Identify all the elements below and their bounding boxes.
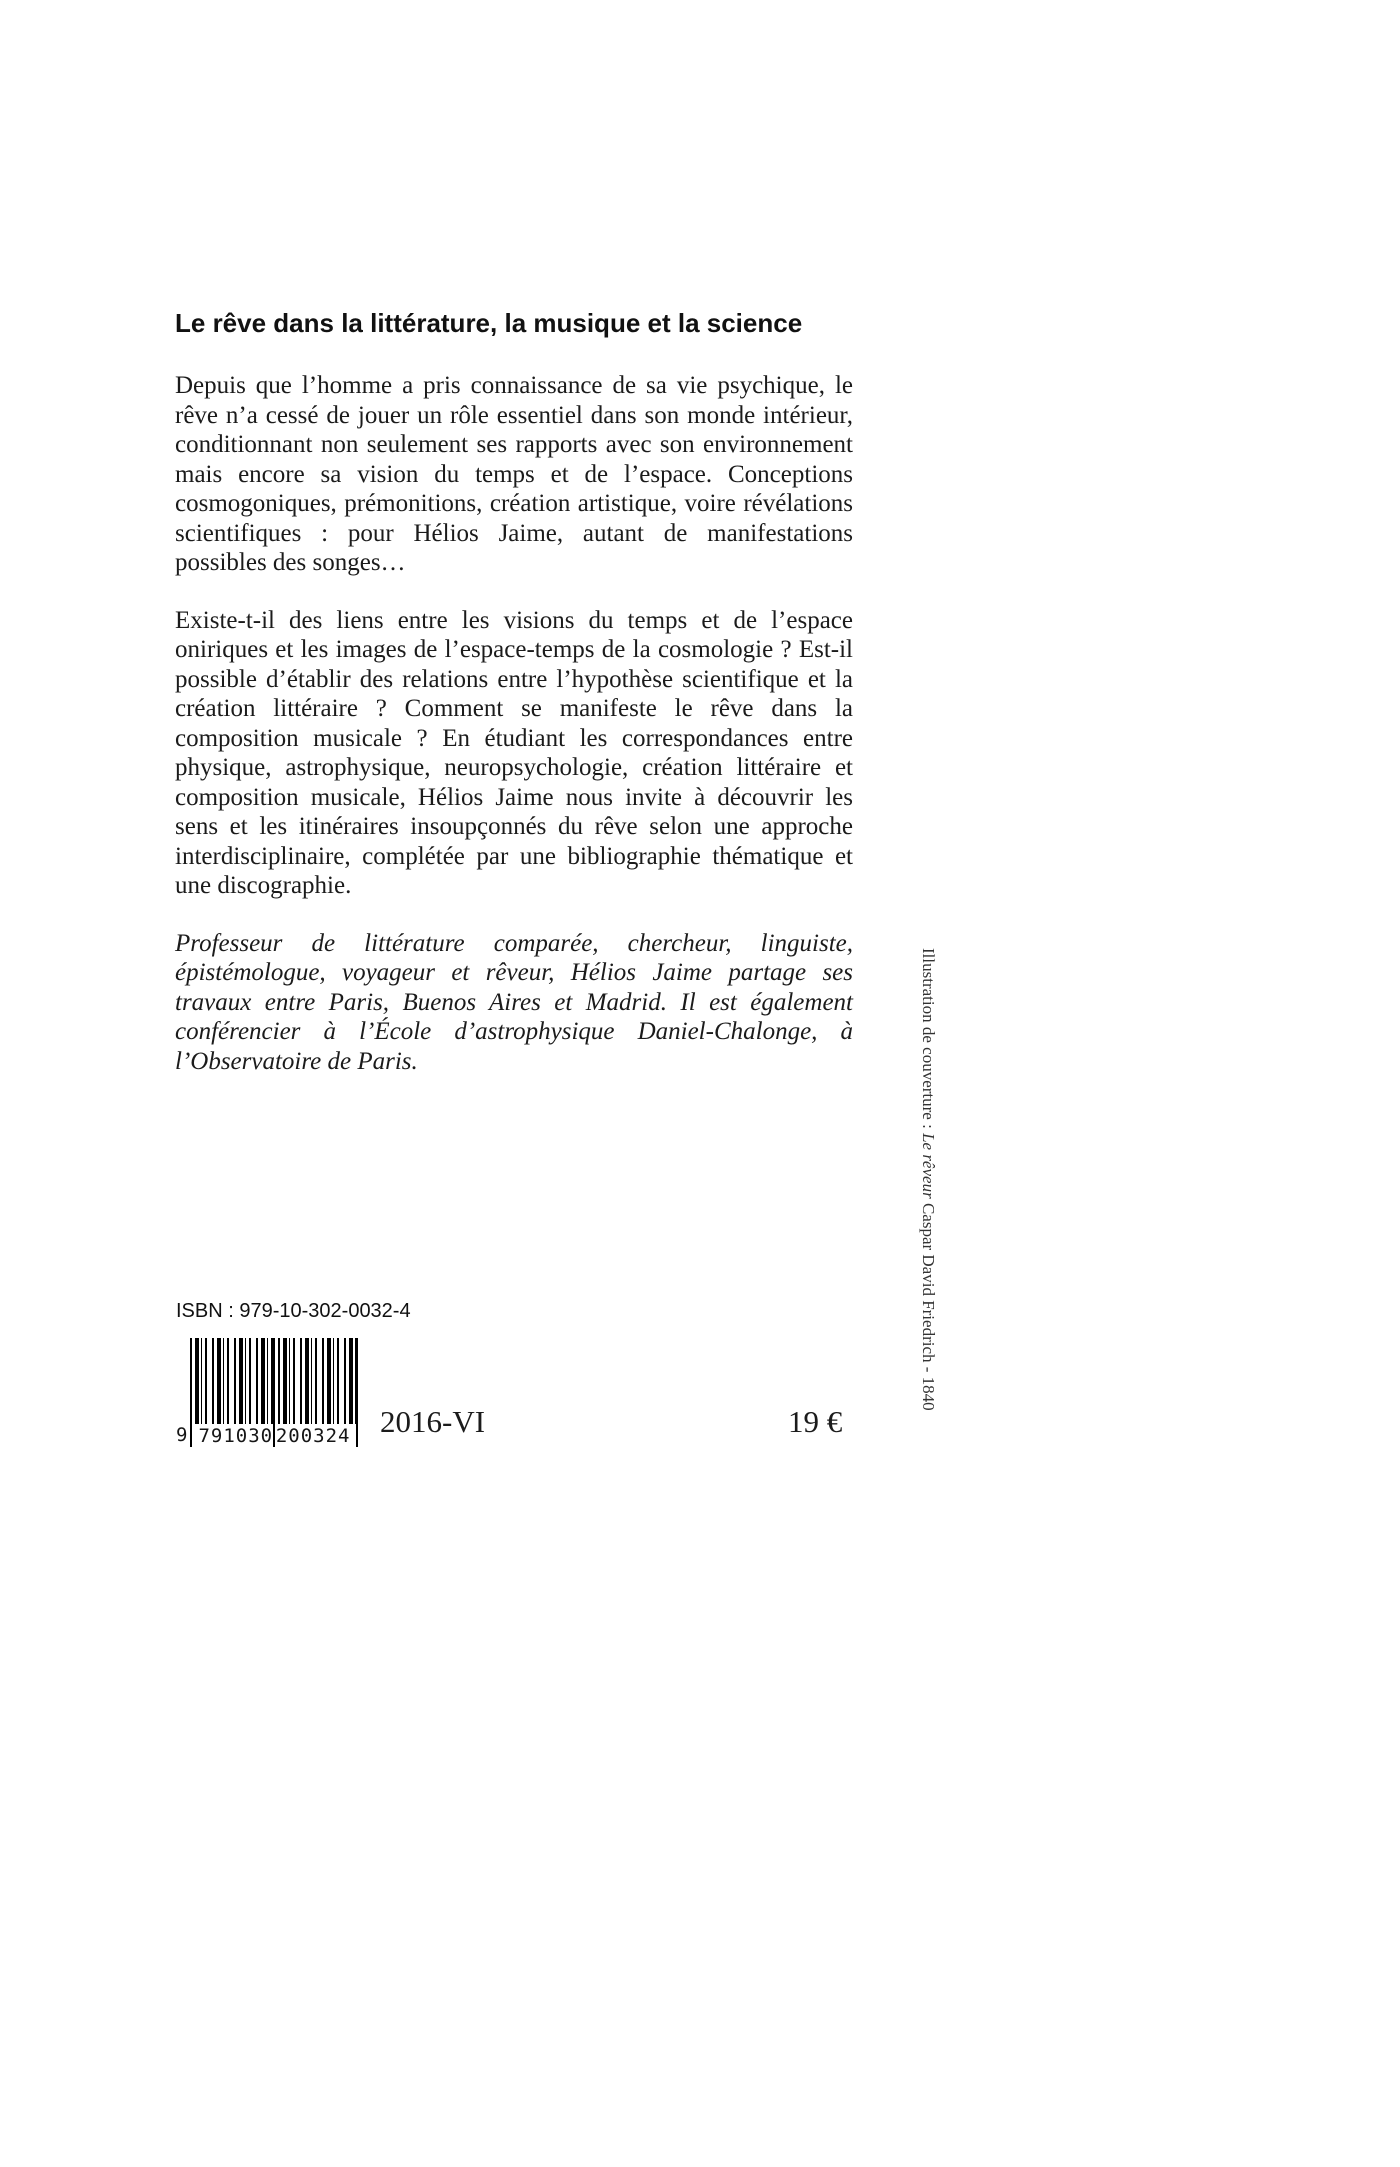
back-cover-text-block — [175, 308, 853, 1104]
synopsis-paragraph-1: Depuis que l’homme a pris connaissance de sa vie psychique, le rêve n’a cessé de jouer un rôle essentiel dans son monde intérieur, conditionnant non seulement ses rapports avec son environnement mais encore sa vision du temps et de l’espace. Conceptions cosmogoniques, prémonitions, création artistique, voire révélations scientifiques : pour Hélios Jaime, autant de manifestations possibles des songes… — [175, 372, 853, 577]
cover-illustration-credit — [918, 948, 938, 1458]
credit-prefix: Illustration de couverture : — [919, 948, 938, 1134]
ean13-barcode — [176, 1338, 358, 1447]
synopsis-paragraph-2: Existe-t-il des liens entre les visions du temps et de l’espace oniriques et les images de l’espace-temps de la cosmologie ? Est-il possible d’établir des relations entre l’hypothèse scientifique et la création littéraire ? Comment se manifeste le rêve dans la composition musicale ? En étudiant les correspondances entre physique, astrophysique, neuropsychologie, création littéraire et composition musicale, Hélios Jaime nous invite à découvrir les sens et les itinéraires insoupçonnés du rêve selon une approche interdisciplinaire, complétée par une bibliographie thématique et une discographie. — [175, 606, 853, 900]
barcode-guard-middle — [273, 1338, 275, 1447]
barcode-guard-right — [356, 1338, 358, 1447]
barcode-bars-block — [190, 1338, 358, 1447]
isbn-label: ISBN : 979-10-302-0032-4 — [176, 1300, 411, 1322]
barcode-group-2: 200324 — [275, 1425, 351, 1447]
credit-work-title: Le rêveur — [919, 1133, 938, 1199]
edition-code: 2016-VI — [380, 1404, 486, 1439]
barcode-group-1: 791030 — [198, 1425, 274, 1447]
author-bio: Professeur de littérature comparée, chercheur, linguiste, épistémologue, voyageur et rêveur, Hélios Jaime partage ses travaux entre Paris, Buenos Aires et Madrid. Il est également conférencier à l’École d’astrophysique Daniel-Chalonge, à l’Observatoire de Paris. — [175, 929, 853, 1075]
barcode-first-digit: 9 — [176, 1424, 188, 1446]
barcode-guard-left — [190, 1338, 192, 1447]
price-label: 19 € — [788, 1404, 843, 1439]
book-title: Le rêve dans la littérature, la musique et la science — [175, 308, 803, 338]
credit-suffix: Caspar David Friedrich - 1840 — [919, 1198, 938, 1411]
